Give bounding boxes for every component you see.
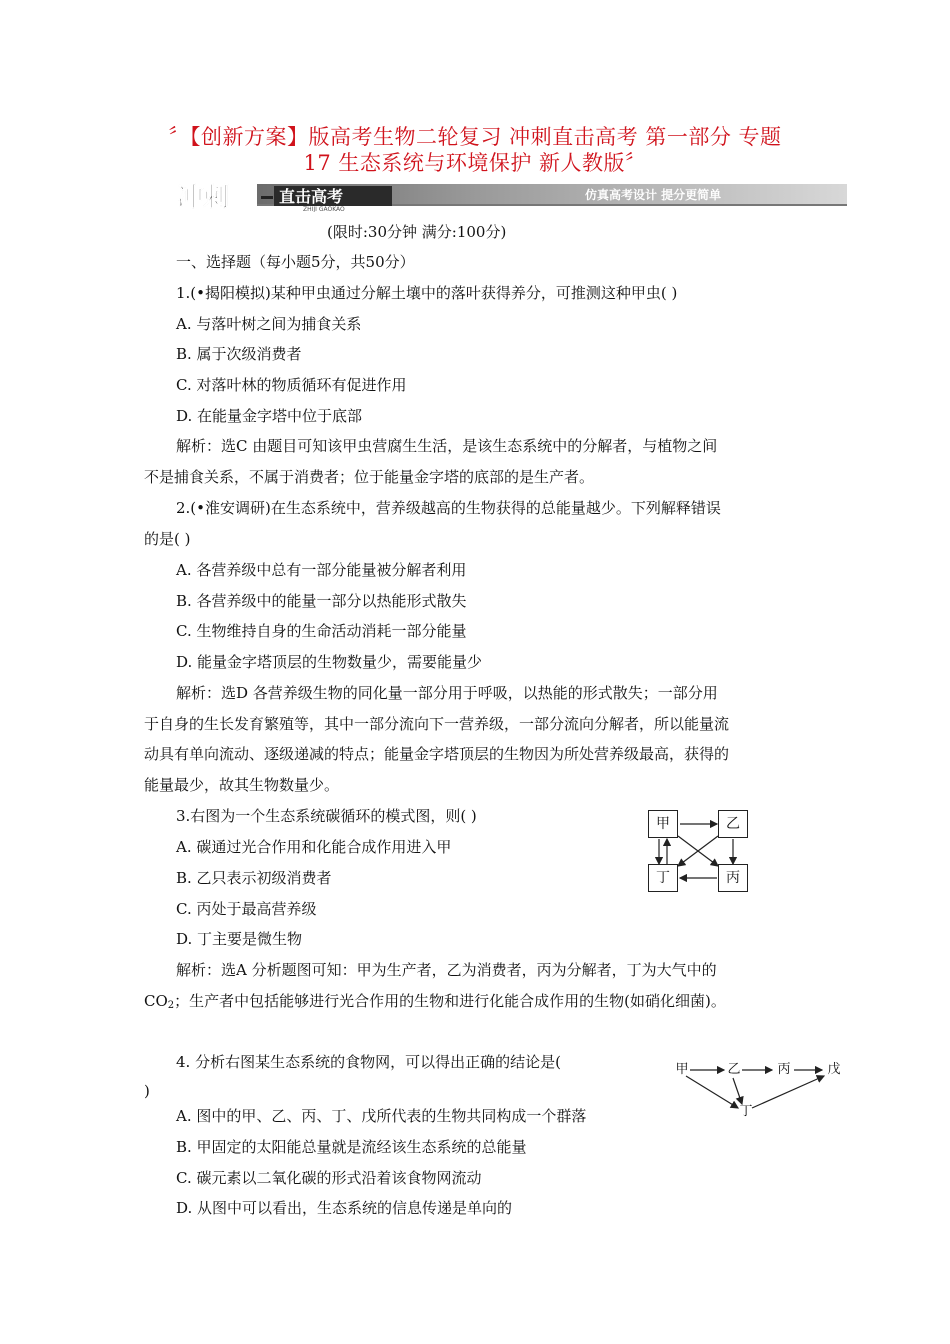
q2-option-b: B. 各营养级中的能量一部分以热能形式散失 [176, 592, 467, 610]
node-ding: 丁 [648, 864, 678, 892]
q1-stem: 1.(•揭阳模拟)某种甲虫通过分解土壤中的落叶获得养分，可推测这种甲虫( ) [176, 284, 678, 302]
q3-explanation-rest: ；生产者中包括能够进行光合作用的生物和进行化能合成作用的生物(如硝化细菌)。 [174, 992, 726, 1010]
q2-stem-line-2: 的是( ) [144, 530, 191, 548]
q1-option-a: A. 与落叶树之间为捕食关系 [176, 315, 362, 333]
co2-subscript: 2 [167, 1000, 175, 1011]
q2-option-a: A. 各营养级中总有一部分能量被分解者利用 [176, 561, 467, 579]
q2-option-d: D. 能量金字塔顶层的生物数量少，需要能量少 [176, 653, 483, 671]
section-banner [175, 180, 847, 212]
q2-option-c: C. 生物维持自身的生命活动消耗一部分能量 [176, 622, 467, 640]
q4-option-b: B. 甲固定的太阳能总量就是流经该生态系统的总能量 [176, 1138, 527, 1156]
q1-explanation-line-1: 解析：选C 由题目可知该甲虫营腐生生活，是该生态系统中的分解者，与植物之间 [176, 437, 718, 455]
document-title-line-2: 17 生态系统与环境保护 新人教版〞 [303, 151, 647, 175]
banner-main-text: 冲刺 [177, 183, 230, 212]
banner-pinyin: ZHIJI GAOKAO [303, 206, 345, 212]
web-node-jia: 甲 [675, 1062, 689, 1077]
q3-explanation-line-1: 解析：选A 分析题图可知：甲为生产者，乙为消费者，丙为分解者，丁为大气中的 [176, 961, 717, 979]
node-yi: 乙 [718, 810, 748, 838]
co2-text: CO [144, 992, 168, 1010]
web-node-ding: 丁 [739, 1104, 753, 1119]
q2-explanation-line-4: 能量最少，故其生物数量少。 [144, 776, 340, 794]
q4-option-a: A. 图中的甲、乙、丙、丁、戊所代表的生物共同构成一个群落 [176, 1107, 587, 1125]
q3-option-c: C. 丙处于最高营养级 [176, 900, 317, 918]
q2-stem-line-1: 2.(•淮安调研)在生态系统中，营养级越高的生物获得的总能量越少。下列解释错误 [176, 499, 721, 517]
node-jia: 甲 [648, 810, 678, 838]
q3-option-b: B. 乙只表示初级消费者 [176, 869, 332, 887]
q3-explanation-line-2 [144, 991, 726, 1016]
banner-slogan: 仿真高考设计 提分更简单 [585, 188, 722, 202]
q4-option-d: D. 从图中可以看出，生态系统的信息传递是单向的 [176, 1199, 513, 1217]
q2-explanation-line-3: 动具有单向流动、逐级递减的特点；能量金字塔顶层的生物因为所处营养级最高，获得的 [144, 745, 730, 763]
node-bing: 丙 [718, 864, 748, 892]
q2-explanation-line-2: 于自身的生长发育繁殖等，其中一部分流向下一营养级，一部分流向分解者，所以能量流 [144, 715, 730, 733]
q1-option-b: B. 属于次级消费者 [176, 345, 302, 363]
food-web-diagram [670, 1058, 850, 1120]
q1-option-d: D. 在能量金字塔中位于底部 [176, 407, 363, 425]
q3-option-d: D. 丁主要是微生物 [176, 930, 303, 948]
q1-explanation-line-2: 不是捕食关系，不属于消费者；位于能量金字塔的底部的是生产者。 [144, 468, 595, 486]
web-node-wu: 戊 [827, 1062, 841, 1077]
carbon-cycle-diagram [640, 806, 760, 896]
q4-stem-line-2: ) [144, 1082, 150, 1100]
section-heading: 一、选择题（每小题5分，共50分） [176, 253, 415, 271]
web-node-bing: 丙 [777, 1062, 791, 1077]
q3-stem: 3.右图为一个生态系统碳循环的模式图，则( ) [176, 807, 477, 825]
document-title-line-1: 〞【创新方案】版高考生物二轮复习 冲刺直击高考 第一部分 专题 [168, 125, 782, 149]
q4-stem-line-1: 4. 分析右图某生态系统的食物网，可以得出正确的结论是( [176, 1053, 561, 1071]
web-node-yi: 乙 [727, 1062, 741, 1077]
q4-option-c: C. 碳元素以二氧化碳的形式沿着该食物网流动 [176, 1169, 482, 1187]
time-score-limit: (限时:30分钟 满分:100分) [327, 223, 507, 241]
q2-explanation-line-1: 解析：选D 各营养级生物的同化量一部分用于呼吸，以热能的形式散失；一部分用 [176, 684, 718, 702]
q3-option-a: A. 碳通过光合作用和化能合成作用进入甲 [176, 838, 452, 856]
banner-sub-text: 直击高考 [279, 187, 344, 206]
q1-option-c: C. 对落叶林的物质循环有促进作用 [176, 376, 407, 394]
